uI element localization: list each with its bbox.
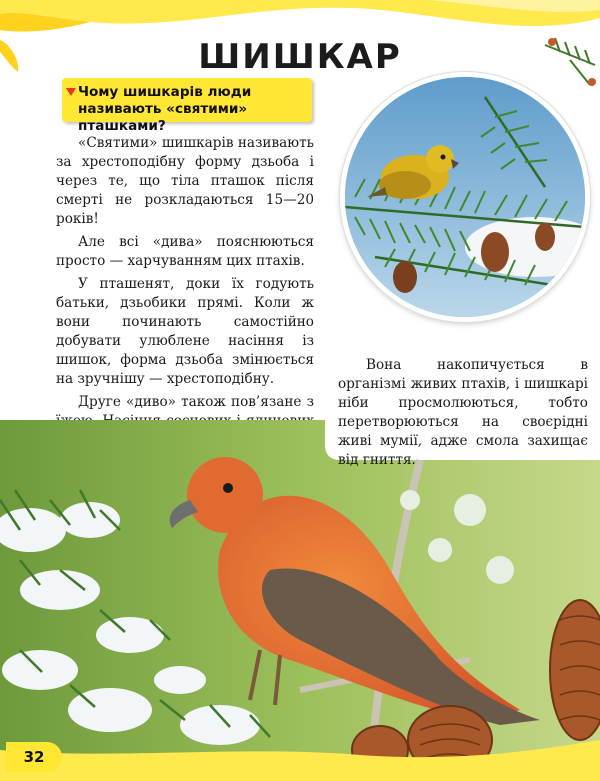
- red-crossbill-image: [0, 420, 600, 781]
- triangle-marker-icon: [66, 88, 76, 96]
- bottom-crossbill-photo: [0, 420, 600, 781]
- paragraph: Але всі «дива» пояснюються просто — харчуванням цих птахів.: [56, 234, 314, 269]
- page-number: 32: [6, 742, 62, 772]
- question-box: [62, 78, 312, 134]
- paragraph: Друге «диво» також пов’язане з: [78, 394, 314, 410]
- crossbill-on-pine-image: [345, 77, 585, 317]
- circular-photo: [340, 72, 590, 322]
- question-text: Чому шишкарів люди називають «святими» пташками?: [78, 84, 252, 134]
- page-title: ШИШКАР: [198, 36, 402, 77]
- paragraph: Вона накопичується в організмі живих птахів, і шишкарі ніби просмолюються, тобто перетворюються на своєрідні живі мумії, адже смола захищає від гниття.: [338, 357, 588, 468]
- right-text-column: [338, 356, 588, 474]
- paragraph: «Святими» шишкарів називають за хрестоподібну форму дзьоба і через те, що тіла пташок після смерті не розкладаються 15—20 років!: [56, 135, 314, 227]
- left-text-column: [56, 134, 314, 454]
- paragraph: У пташенят, доки їх годують батьки, дзьобики прямі. Коли ж вони починають самостійно добувати улюблене насіння із шишок, форма дзьоба змінюється на зручнішу — хрестоподібну.: [56, 276, 314, 387]
